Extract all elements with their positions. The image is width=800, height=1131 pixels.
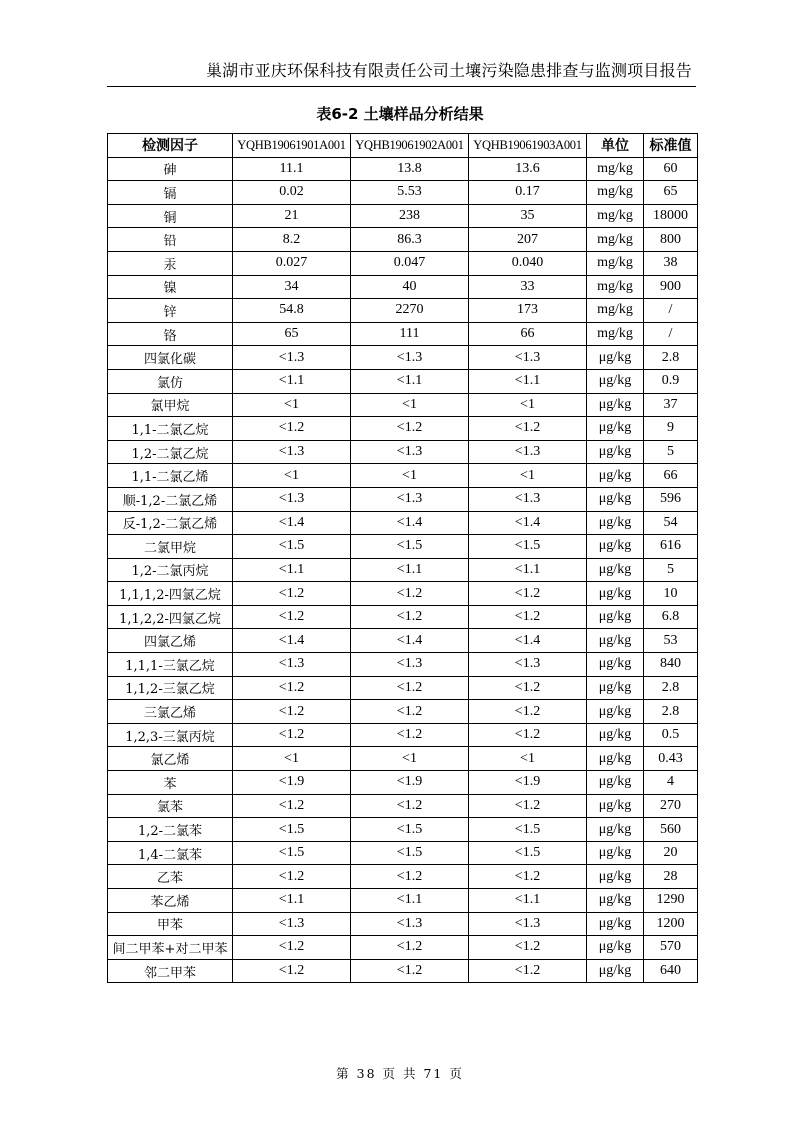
cell-sample-3: <1.1 — [469, 558, 587, 582]
cell-factor: 1,2-二氯苯 — [108, 818, 233, 842]
cell-unit: mg/kg — [587, 228, 644, 252]
cell-factor: 氯乙烯 — [108, 747, 233, 771]
cell-sample-2: <1 — [351, 747, 469, 771]
cell-sample-3: 35 — [469, 204, 587, 228]
header-rule — [107, 86, 696, 87]
cell-sample-3: 13.6 — [469, 157, 587, 181]
cell-factor: 氯仿 — [108, 369, 233, 393]
cell-factor: 四氯乙烯 — [108, 629, 233, 653]
cell-sample-2: <1.2 — [351, 605, 469, 629]
cell-sample-1: <1 — [233, 747, 351, 771]
cell-standard: 570 — [644, 936, 698, 960]
table-row — [108, 605, 698, 629]
cell-sample-2: <1.3 — [351, 653, 469, 677]
cell-sample-3: <1.5 — [469, 841, 587, 865]
cell-standard: 4 — [644, 771, 698, 795]
col-header-standard: 标准值 — [644, 134, 698, 158]
cell-sample-3: <1.5 — [469, 818, 587, 842]
cell-standard: 5 — [644, 558, 698, 582]
cell-factor: 1,1-二氯乙烷 — [108, 417, 233, 441]
cell-sample-2: <1.5 — [351, 818, 469, 842]
cell-sample-1: <1.3 — [233, 912, 351, 936]
table-row — [108, 558, 698, 582]
cell-sample-1: 11.1 — [233, 157, 351, 181]
table-row — [108, 747, 698, 771]
cell-factor: 甲苯 — [108, 912, 233, 936]
table-row — [108, 676, 698, 700]
cell-sample-2: <1.2 — [351, 676, 469, 700]
cell-unit: μg/kg — [587, 747, 644, 771]
cell-unit: μg/kg — [587, 936, 644, 960]
cell-sample-1: <1.2 — [233, 936, 351, 960]
table-row — [108, 322, 698, 346]
cell-sample-1: 54.8 — [233, 299, 351, 323]
cell-sample-3: <1.3 — [469, 653, 587, 677]
cell-sample-3: <1.3 — [469, 346, 587, 370]
cell-factor: 砷 — [108, 157, 233, 181]
cell-unit: mg/kg — [587, 251, 644, 275]
cell-factor: 汞 — [108, 251, 233, 275]
cell-sample-2: <1.2 — [351, 794, 469, 818]
cell-sample-1: <1.9 — [233, 771, 351, 795]
cell-sample-1: <1.4 — [233, 511, 351, 535]
cell-sample-3: <1.2 — [469, 936, 587, 960]
cell-standard: 5 — [644, 440, 698, 464]
cell-standard: 38 — [644, 251, 698, 275]
table-row — [108, 369, 698, 393]
cell-sample-2: <1.3 — [351, 440, 469, 464]
cell-sample-2: <1.9 — [351, 771, 469, 795]
cell-standard: 0.43 — [644, 747, 698, 771]
cell-sample-3: <1.5 — [469, 535, 587, 559]
cell-sample-3: 173 — [469, 299, 587, 323]
cell-factor: 1,1-二氯乙烯 — [108, 464, 233, 488]
cell-sample-3: <1.2 — [469, 723, 587, 747]
table-row — [108, 771, 698, 795]
cell-unit: μg/kg — [587, 889, 644, 913]
table-row — [108, 440, 698, 464]
cell-factor: 间二甲苯+对二甲苯 — [108, 936, 233, 960]
cell-factor: 1,2,3-三氯丙烷 — [108, 723, 233, 747]
table-row — [108, 841, 698, 865]
cell-sample-1: 0.02 — [233, 181, 351, 205]
table-row — [108, 818, 698, 842]
cell-factor: 苯乙烯 — [108, 889, 233, 913]
cell-sample-3: <1 — [469, 464, 587, 488]
table-row — [108, 723, 698, 747]
cell-factor: 铜 — [108, 204, 233, 228]
cell-factor: 1,2-二氯丙烷 — [108, 558, 233, 582]
cell-standard: 9 — [644, 417, 698, 441]
table-row — [108, 629, 698, 653]
cell-sample-3: <1.3 — [469, 440, 587, 464]
cell-sample-3: 0.17 — [469, 181, 587, 205]
cell-sample-1: <1.1 — [233, 558, 351, 582]
cell-sample-1: 8.2 — [233, 228, 351, 252]
cell-standard: 10 — [644, 582, 698, 606]
cell-unit: μg/kg — [587, 653, 644, 677]
cell-sample-3: <1.9 — [469, 771, 587, 795]
cell-factor: 铅 — [108, 228, 233, 252]
cell-sample-1: <1.2 — [233, 582, 351, 606]
table-row — [108, 511, 698, 535]
table-row — [108, 275, 698, 299]
cell-sample-2: <1.2 — [351, 700, 469, 724]
table-row — [108, 346, 698, 370]
table-row — [108, 535, 698, 559]
cell-sample-3: <1.4 — [469, 629, 587, 653]
cell-standard: 28 — [644, 865, 698, 889]
cell-unit: mg/kg — [587, 322, 644, 346]
col-header-unit: 单位 — [587, 134, 644, 158]
cell-unit: μg/kg — [587, 865, 644, 889]
cell-sample-3: <1.2 — [469, 605, 587, 629]
cell-sample-2: 238 — [351, 204, 469, 228]
table-row — [108, 889, 698, 913]
report-header-title: 巢湖市亚庆环保科技有限责任公司土壤污染隐患排查与监测项目报告 — [205, 61, 692, 80]
cell-sample-3: <1 — [469, 393, 587, 417]
cell-standard: 596 — [644, 487, 698, 511]
table-row — [108, 487, 698, 511]
table-row — [108, 936, 698, 960]
cell-factor: 氯苯 — [108, 794, 233, 818]
cell-unit: μg/kg — [587, 959, 644, 983]
cell-sample-1: <1 — [233, 393, 351, 417]
cell-factor: 顺-1,2-二氯乙烯 — [108, 487, 233, 511]
cell-unit: mg/kg — [587, 299, 644, 323]
cell-sample-1: <1.3 — [233, 653, 351, 677]
cell-standard: 60 — [644, 157, 698, 181]
cell-unit: μg/kg — [587, 794, 644, 818]
cell-sample-1: <1.5 — [233, 841, 351, 865]
cell-standard: 616 — [644, 535, 698, 559]
table-row — [108, 464, 698, 488]
table-row — [108, 251, 698, 275]
cell-unit: μg/kg — [587, 487, 644, 511]
cell-standard: 6.8 — [644, 605, 698, 629]
cell-sample-3: <1.2 — [469, 700, 587, 724]
cell-sample-2: 40 — [351, 275, 469, 299]
cell-sample-3: 0.040 — [469, 251, 587, 275]
cell-standard: 2.8 — [644, 346, 698, 370]
cell-factor: 氯甲烷 — [108, 393, 233, 417]
cell-standard: 37 — [644, 393, 698, 417]
cell-sample-1: <1.3 — [233, 346, 351, 370]
cell-sample-1: <1.2 — [233, 794, 351, 818]
table-row — [108, 228, 698, 252]
cell-unit: μg/kg — [587, 912, 644, 936]
cell-standard: 840 — [644, 653, 698, 677]
table-row — [108, 653, 698, 677]
cell-sample-2: 111 — [351, 322, 469, 346]
cell-factor: 邻二甲苯 — [108, 959, 233, 983]
cell-sample-2: 86.3 — [351, 228, 469, 252]
cell-sample-2: 0.047 — [351, 251, 469, 275]
cell-sample-3: <1.4 — [469, 511, 587, 535]
cell-unit: μg/kg — [587, 511, 644, 535]
cell-sample-1: 34 — [233, 275, 351, 299]
cell-sample-1: <1 — [233, 464, 351, 488]
cell-sample-1: <1.2 — [233, 605, 351, 629]
cell-sample-3: 66 — [469, 322, 587, 346]
cell-factor: 四氯化碳 — [108, 346, 233, 370]
col-header-sample-3: YQHB19061903A001 — [469, 134, 587, 158]
cell-sample-2: <1.1 — [351, 558, 469, 582]
cell-standard: 560 — [644, 818, 698, 842]
table-row — [108, 794, 698, 818]
table-row — [108, 417, 698, 441]
table-row — [108, 959, 698, 983]
cell-sample-3: <1.2 — [469, 794, 587, 818]
cell-sample-3: 33 — [469, 275, 587, 299]
cell-sample-2: 5.53 — [351, 181, 469, 205]
cell-standard: 54 — [644, 511, 698, 535]
cell-sample-2: <1.1 — [351, 369, 469, 393]
cell-sample-1: <1.1 — [233, 369, 351, 393]
cell-sample-2: 2270 — [351, 299, 469, 323]
cell-sample-2: <1.4 — [351, 511, 469, 535]
cell-unit: mg/kg — [587, 157, 644, 181]
cell-unit: mg/kg — [587, 204, 644, 228]
cell-unit: μg/kg — [587, 700, 644, 724]
cell-factor: 铬 — [108, 322, 233, 346]
cell-unit: μg/kg — [587, 605, 644, 629]
cell-unit: μg/kg — [587, 369, 644, 393]
cell-unit: μg/kg — [587, 818, 644, 842]
cell-sample-3: <1.2 — [469, 676, 587, 700]
cell-sample-1: <1.2 — [233, 865, 351, 889]
cell-factor: 苯 — [108, 771, 233, 795]
cell-sample-1: <1.1 — [233, 889, 351, 913]
table-row — [108, 181, 698, 205]
cell-sample-1: <1.2 — [233, 676, 351, 700]
cell-standard: 65 — [644, 181, 698, 205]
cell-sample-3: <1.1 — [469, 889, 587, 913]
cell-sample-2: <1.2 — [351, 959, 469, 983]
cell-sample-2: <1.2 — [351, 417, 469, 441]
cell-standard: 1290 — [644, 889, 698, 913]
cell-sample-3: <1 — [469, 747, 587, 771]
cell-factor: 1,1,1-三氯乙烷 — [108, 653, 233, 677]
cell-sample-2: <1.3 — [351, 912, 469, 936]
table-caption: 表6-2 土壤样品分析结果 — [316, 105, 484, 123]
cell-factor: 反-1,2-二氯乙烯 — [108, 511, 233, 535]
cell-unit: μg/kg — [587, 440, 644, 464]
cell-unit: mg/kg — [587, 275, 644, 299]
col-header-sample-2: YQHB19061902A001 — [351, 134, 469, 158]
cell-standard: 0.5 — [644, 723, 698, 747]
cell-sample-1: <1.2 — [233, 700, 351, 724]
cell-sample-3: <1.2 — [469, 417, 587, 441]
table-row — [108, 299, 698, 323]
cell-unit: μg/kg — [587, 676, 644, 700]
cell-sample-2: <1.5 — [351, 841, 469, 865]
table-row — [108, 582, 698, 606]
cell-sample-1: <1.2 — [233, 417, 351, 441]
cell-standard: 2.8 — [644, 676, 698, 700]
cell-sample-3: <1.2 — [469, 959, 587, 983]
cell-factor: 1,2-二氯乙烷 — [108, 440, 233, 464]
cell-sample-2: <1.2 — [351, 936, 469, 960]
table-row — [108, 204, 698, 228]
cell-unit: μg/kg — [587, 771, 644, 795]
cell-standard: 1200 — [644, 912, 698, 936]
cell-sample-2: <1 — [351, 393, 469, 417]
cell-standard: 18000 — [644, 204, 698, 228]
cell-standard: / — [644, 322, 698, 346]
cell-sample-3: <1.3 — [469, 487, 587, 511]
cell-standard: 270 — [644, 794, 698, 818]
cell-standard: 640 — [644, 959, 698, 983]
cell-unit: μg/kg — [587, 582, 644, 606]
cell-sample-3: 207 — [469, 228, 587, 252]
cell-factor: 1,1,1,2-四氯乙烷 — [108, 582, 233, 606]
cell-sample-2: <1.5 — [351, 535, 469, 559]
cell-standard: 800 — [644, 228, 698, 252]
col-header-sample-1: YQHB19061901A001 — [233, 134, 351, 158]
cell-sample-2: <1 — [351, 464, 469, 488]
cell-factor: 1,4-二氯苯 — [108, 841, 233, 865]
cell-unit: μg/kg — [587, 346, 644, 370]
cell-sample-1: <1.2 — [233, 959, 351, 983]
cell-sample-1: <1.2 — [233, 723, 351, 747]
cell-sample-1: <1.4 — [233, 629, 351, 653]
page-number: 第 38 页 共 71 页 — [336, 1066, 464, 1081]
table-row — [108, 912, 698, 936]
cell-factor: 锌 — [108, 299, 233, 323]
col-header-factor: 检测因子 — [108, 134, 233, 158]
cell-sample-1: <1.3 — [233, 487, 351, 511]
cell-factor: 1,1,2,2-四氯乙烷 — [108, 605, 233, 629]
cell-sample-1: <1.5 — [233, 535, 351, 559]
table-header-row — [108, 134, 698, 158]
cell-standard: 900 — [644, 275, 698, 299]
cell-unit: μg/kg — [587, 393, 644, 417]
cell-unit: μg/kg — [587, 558, 644, 582]
cell-sample-2: 13.8 — [351, 157, 469, 181]
cell-unit: μg/kg — [587, 841, 644, 865]
cell-sample-1: 65 — [233, 322, 351, 346]
cell-standard: 53 — [644, 629, 698, 653]
cell-unit: μg/kg — [587, 535, 644, 559]
cell-sample-1: 21 — [233, 204, 351, 228]
cell-sample-3: <1.1 — [469, 369, 587, 393]
cell-sample-2: <1.3 — [351, 346, 469, 370]
cell-sample-2: <1.4 — [351, 629, 469, 653]
cell-sample-2: <1.3 — [351, 487, 469, 511]
cell-sample-3: <1.3 — [469, 912, 587, 936]
cell-standard: 2.8 — [644, 700, 698, 724]
cell-unit: μg/kg — [587, 464, 644, 488]
cell-standard: 20 — [644, 841, 698, 865]
cell-sample-1: 0.027 — [233, 251, 351, 275]
cell-factor: 镍 — [108, 275, 233, 299]
table-row — [108, 157, 698, 181]
cell-sample-2: <1.2 — [351, 865, 469, 889]
cell-unit: μg/kg — [587, 723, 644, 747]
cell-sample-2: <1.1 — [351, 889, 469, 913]
table-row — [108, 700, 698, 724]
cell-standard: 66 — [644, 464, 698, 488]
cell-sample-1: <1.3 — [233, 440, 351, 464]
cell-standard: 0.9 — [644, 369, 698, 393]
cell-factor: 三氯乙烯 — [108, 700, 233, 724]
soil-results-table — [107, 133, 698, 983]
cell-sample-3: <1.2 — [469, 582, 587, 606]
cell-standard: / — [644, 299, 698, 323]
cell-factor: 镉 — [108, 181, 233, 205]
cell-sample-2: <1.2 — [351, 723, 469, 747]
cell-sample-1: <1.5 — [233, 818, 351, 842]
cell-factor: 二氯甲烷 — [108, 535, 233, 559]
cell-sample-2: <1.2 — [351, 582, 469, 606]
cell-unit: μg/kg — [587, 629, 644, 653]
table-row — [108, 865, 698, 889]
cell-unit: μg/kg — [587, 417, 644, 441]
cell-factor: 1,1,2-三氯乙烷 — [108, 676, 233, 700]
cell-sample-3: <1.2 — [469, 865, 587, 889]
cell-factor: 乙苯 — [108, 865, 233, 889]
cell-unit: mg/kg — [587, 181, 644, 205]
table-row — [108, 393, 698, 417]
